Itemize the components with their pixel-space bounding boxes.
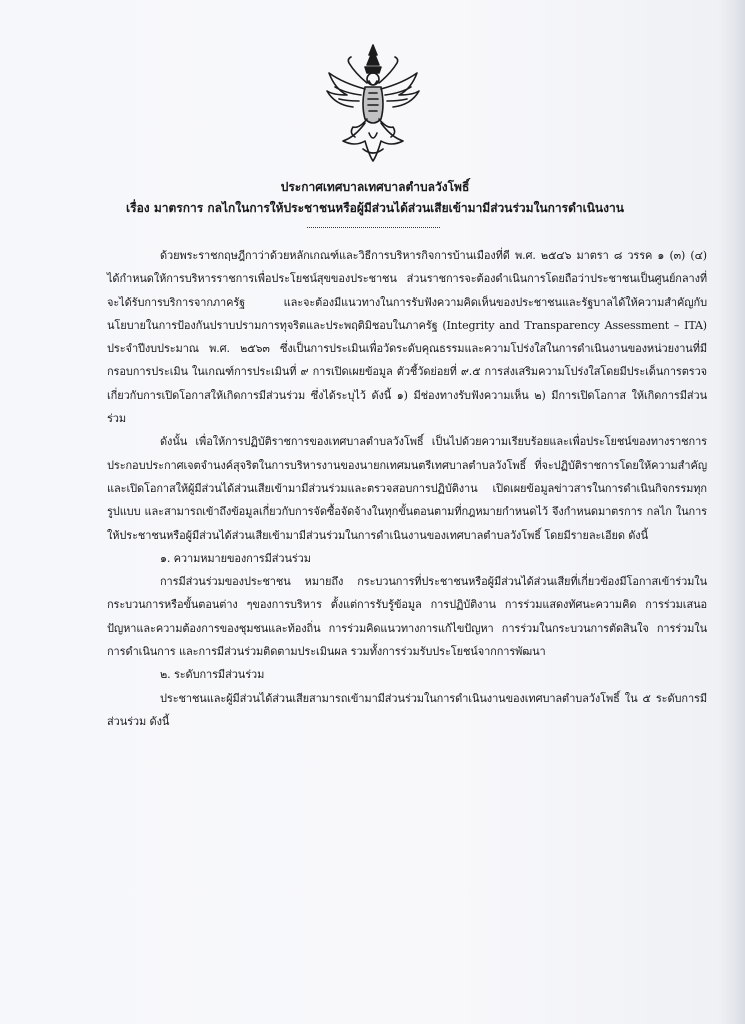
garuda-emblem-icon (325, 43, 421, 165)
paragraph-3: การมีส่วนร่วมของประชาชน หมายถึง กระบวนการที่ประชาชนหรือผู้มีส่วนได้ส่วนเสียที่เกี่ยวข้องมีโอกาสเข้าร่วมในกระบวนการหรือขั้นตอนต่าง ๆของการบริหาร ตั้งแต่การรับรู้ข้อมูล การปฏิบัติงาน การร่วมแสดงทัศนะความคิด การร่วมเสนอปัญหาและความต้องการของชุมชนและท้องถิ่น การร่วมคิดแนวทางการแก้ไขปัญหา การร่วมในกระบวนการตัดสินใจ การร่วมในการดำเนินการ และการมีส่วนร่วมติดตามประเมินผล รวมทั้งการร่วมรับประโยชน์จากการพัฒนา (107, 575, 707, 659)
announcement-subject: เรื่อง มาตรการ กลไกในการให้ประชาชนหรือผู้มีส่วนได้ส่วนเสียเข้ามามีส่วนร่วมในการดำเนินงาน (126, 201, 624, 215)
title-separator (307, 227, 440, 228)
page-edge-shadow (719, 0, 745, 1024)
section-heading-2: ๒. ระดับการมีส่วนร่วม (160, 668, 265, 682)
paragraph-2: ดังนั้น เพื่อให้การปฏิบัติราชการของเทศบาลตำบลวังโพธิ์ เป็นไปด้วยความเรียบร้อยและเพื่อประโยชน์ของทางราชการ ประกอบประกาศเจตจำนงค์สุจริตในการบริหารงานของนายกเทศมนตรีเทศบาลตำบลวังโพธิ์ ที่จะปฏิบัติราชการโดยให้ความสำคัญและเปิดโอกาสให้ผู้มีส่วนได้ส่วนเสียเข้ามามีส่วนร่วมและตรวจสอบการปฏิบัติงาน เปิดเผยข้อมูลข่าวสารในการดำเนินกิจกรรมทุกรูปแบบ และสามารถเข้าถึงข้อมูลเกี่ยวกับการจัดซื้อจัดจ้างในทุกขั้นตอนตามที่กฎหมายกำหนดไว้ จึงกำหนดมาตรการ กลไก ในการให้ประชาชนหรือผู้มีส่วนได้ส่วนเสียเข้ามามีส่วนร่วมในการดำเนินงานของเทศบาลตำบลวังโพธิ์ โดยมีรายละเอียด ดังนี้ (107, 435, 707, 542)
announcement-title: ประกาศเทศบาลเทศบาลตำบลวังโพธิ์ (280, 180, 470, 194)
paragraph-4: ประชาชนและผู้มีส่วนได้ส่วนเสียสามารถเข้ามามีส่วนร่วมในการดำเนินงานของเทศบาลตำบลวังโพธิ์ ใน ๕ ระดับการมีส่วนร่วม ดังนี้ (107, 691, 707, 728)
paragraph-1: ด้วยพระราชกฤษฎีกาว่าด้วยหลักเกณฑ์และวิธีการบริหารกิจการบ้านเมืองที่ดี พ.ศ. ๒๕๔๖ มาตรา ๘ วรรค ๑ (๓) (๔) ได้กำหนดให้การบริหารราชการเพื่อประโยชน์สุขของประชาชน ส่วนราชการจะต้องดำเนินการโดยถือว่าประชาชนเป็นศูนย์กลางที่จะได้รับการบริการจากภาครัฐ และจะต้องมีแนวทางในการรับฟังความคิดเห็นของประชาชนและรัฐบาลได้ให้ความสำคัญกับนโยบายในการป้องกันปราบปรามการทุจริตและประพฤติมิชอบในภาครัฐ (Integrity and Transparency Assessment – ITA) ประจำปีงบประมาณ พ.ศ. ๒๕๖๓ ซึ่งเป็นการประเมินเพื่อวัดระดับคุณธรรมและความโปร่งใสในการดำเนินงานของหน่วยงานที่มีกรอบการประเมิน ในเกณฑ์การประเมินที่ ๙ การเปิดเผยข้อมูล ตัวชี้วัดย่อยที่ ๙.๕ การส่งเสริมความโปร่งใสโดยมีประเด็นการตรวจ เกี่ยวกับการเปิดโอกาสให้เกิดการมีส่วนร่วม ซึ่งได้ระบุไว้ ดังนี้ ๑) มีช่องทางรับฟังความเห็น ๒) มีการเปิดโอกาส ให้เกิดการมีส่วนร่วม (107, 249, 707, 426)
section-heading-1: ๑. ความหมายของการมีส่วนร่วม (160, 551, 311, 565)
document-body (107, 244, 707, 733)
